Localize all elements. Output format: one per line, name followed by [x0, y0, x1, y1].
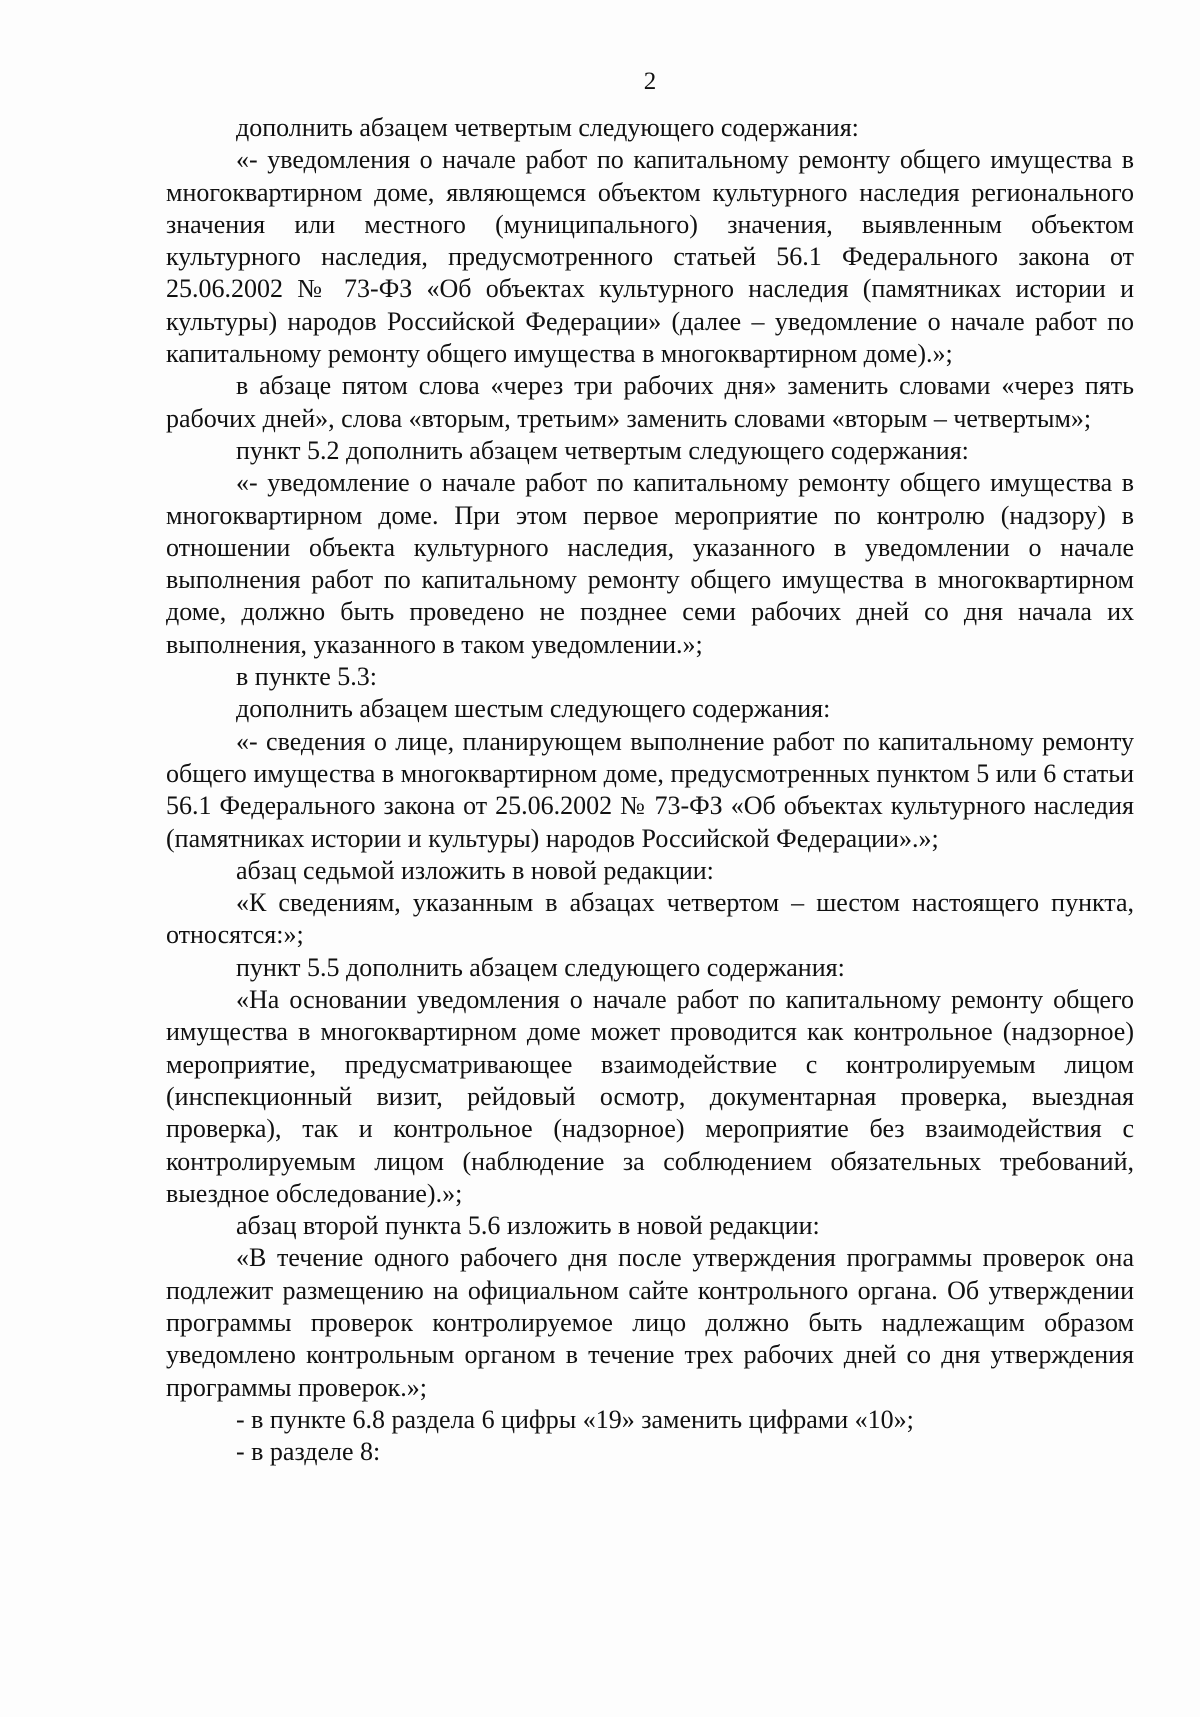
paragraph: - в разделе 8:	[236, 1437, 381, 1467]
paragraph: «К сведениям, указанным в абзацах четвертом – шестом настоящего пункта, относятся:»;	[166, 888, 1134, 950]
paragraph: абзац седьмой изложить в новой редакции:	[236, 855, 714, 885]
document-body	[166, 112, 1134, 1468]
paragraph: «- уведомление о начале работ по капитальному ремонту общего имущества в многоквартирном доме. При этом первое мероприятие по контролю (надзору) в отношении объекта культурного наследия, указанного в уведомлении о начале выполнения работ по капитальному ремонту общего имущества в многоквартирном доме, должно быть проведено не позднее семи рабочих дней со дня начала их выполнения, указанного в таком уведомлении.»;	[166, 468, 1134, 659]
paragraph: - в пункте 6.8 раздела 6 цифры «19» заменить цифрами «10»;	[236, 1404, 914, 1434]
paragraph: «На основании уведомления о начале работ по капитальному ремонту общего имущества в многоквартирном доме может проводится как контрольное (надзорное) мероприятие, предусматривающее взаимодействие с контролируемым лицом (инспекционный визит, рейдовый осмотр, документарная проверка, выездная проверка), так и контрольное (надзорное) мероприятие без взаимодействия с контролируемым лицом (наблюдение за соблюдением обязательных требований, выездное обследование).»;	[166, 985, 1134, 1208]
paragraph: дополнить абзацем шестым следующего содержания:	[236, 694, 831, 724]
page-number: 2	[643, 68, 657, 95]
paragraph: дополнить абзацем четвертым следующего содержания:	[236, 113, 859, 142]
paragraph: «В течение одного рабочего дня после утверждения программы проверок она подлежит размещению на официальном сайте контрольного органа. Об утверждении программы проверок контролируемое лицо должно быть надлежащим образом уведомлено контрольным органом в течение трех рабочих дней со дня утверждения программы проверок.»;	[166, 1243, 1134, 1402]
paragraph: «- сведения о лице, планирующем выполнение работ по капитальному ремонту общего имущества в многоквартирном доме, предусмотренных пунктом 5 или 6 статьи 56.1 Федерального закона от 25.06.2002 № 73-ФЗ «Об объектах культурного наследия (памятниках истории и культуры) народов Российской Федерации».»;	[166, 726, 1134, 853]
paragraph: абзац второй пункта 5.6 изложить в новой редакции:	[236, 1211, 820, 1241]
paragraph: в пункте 5.3:	[236, 662, 378, 692]
paragraph: в абзаце пятом слова «через три рабочих дня» заменить словами «через пять рабочих дней», слова «вторым, третьим» заменить словами «вторым – четвертым»;	[166, 371, 1134, 433]
paragraph: «- уведомления о начале работ по капитальному ремонту общего имущества в многоквартирном доме, являющемся объектом культурного наследия регионального значения или местного (муниципального) значения, выявленным объектом культурного наследия, предусмотренного статьей 56.1 Федерального закона от 25.06.2002 № 73-ФЗ «Об объектах культурного наследия (памятниках истории и культуры) народов Российской Федерации» (далее – уведомление о начале работ по капитальному ремонту общего имущества в многоквартирном доме).»;	[166, 145, 1134, 369]
paragraph: пункт 5.2 дополнить абзацем четвертым следующего содержания:	[236, 435, 969, 465]
paragraph: пункт 5.5 дополнить абзацем следующего содержания:	[236, 952, 845, 982]
